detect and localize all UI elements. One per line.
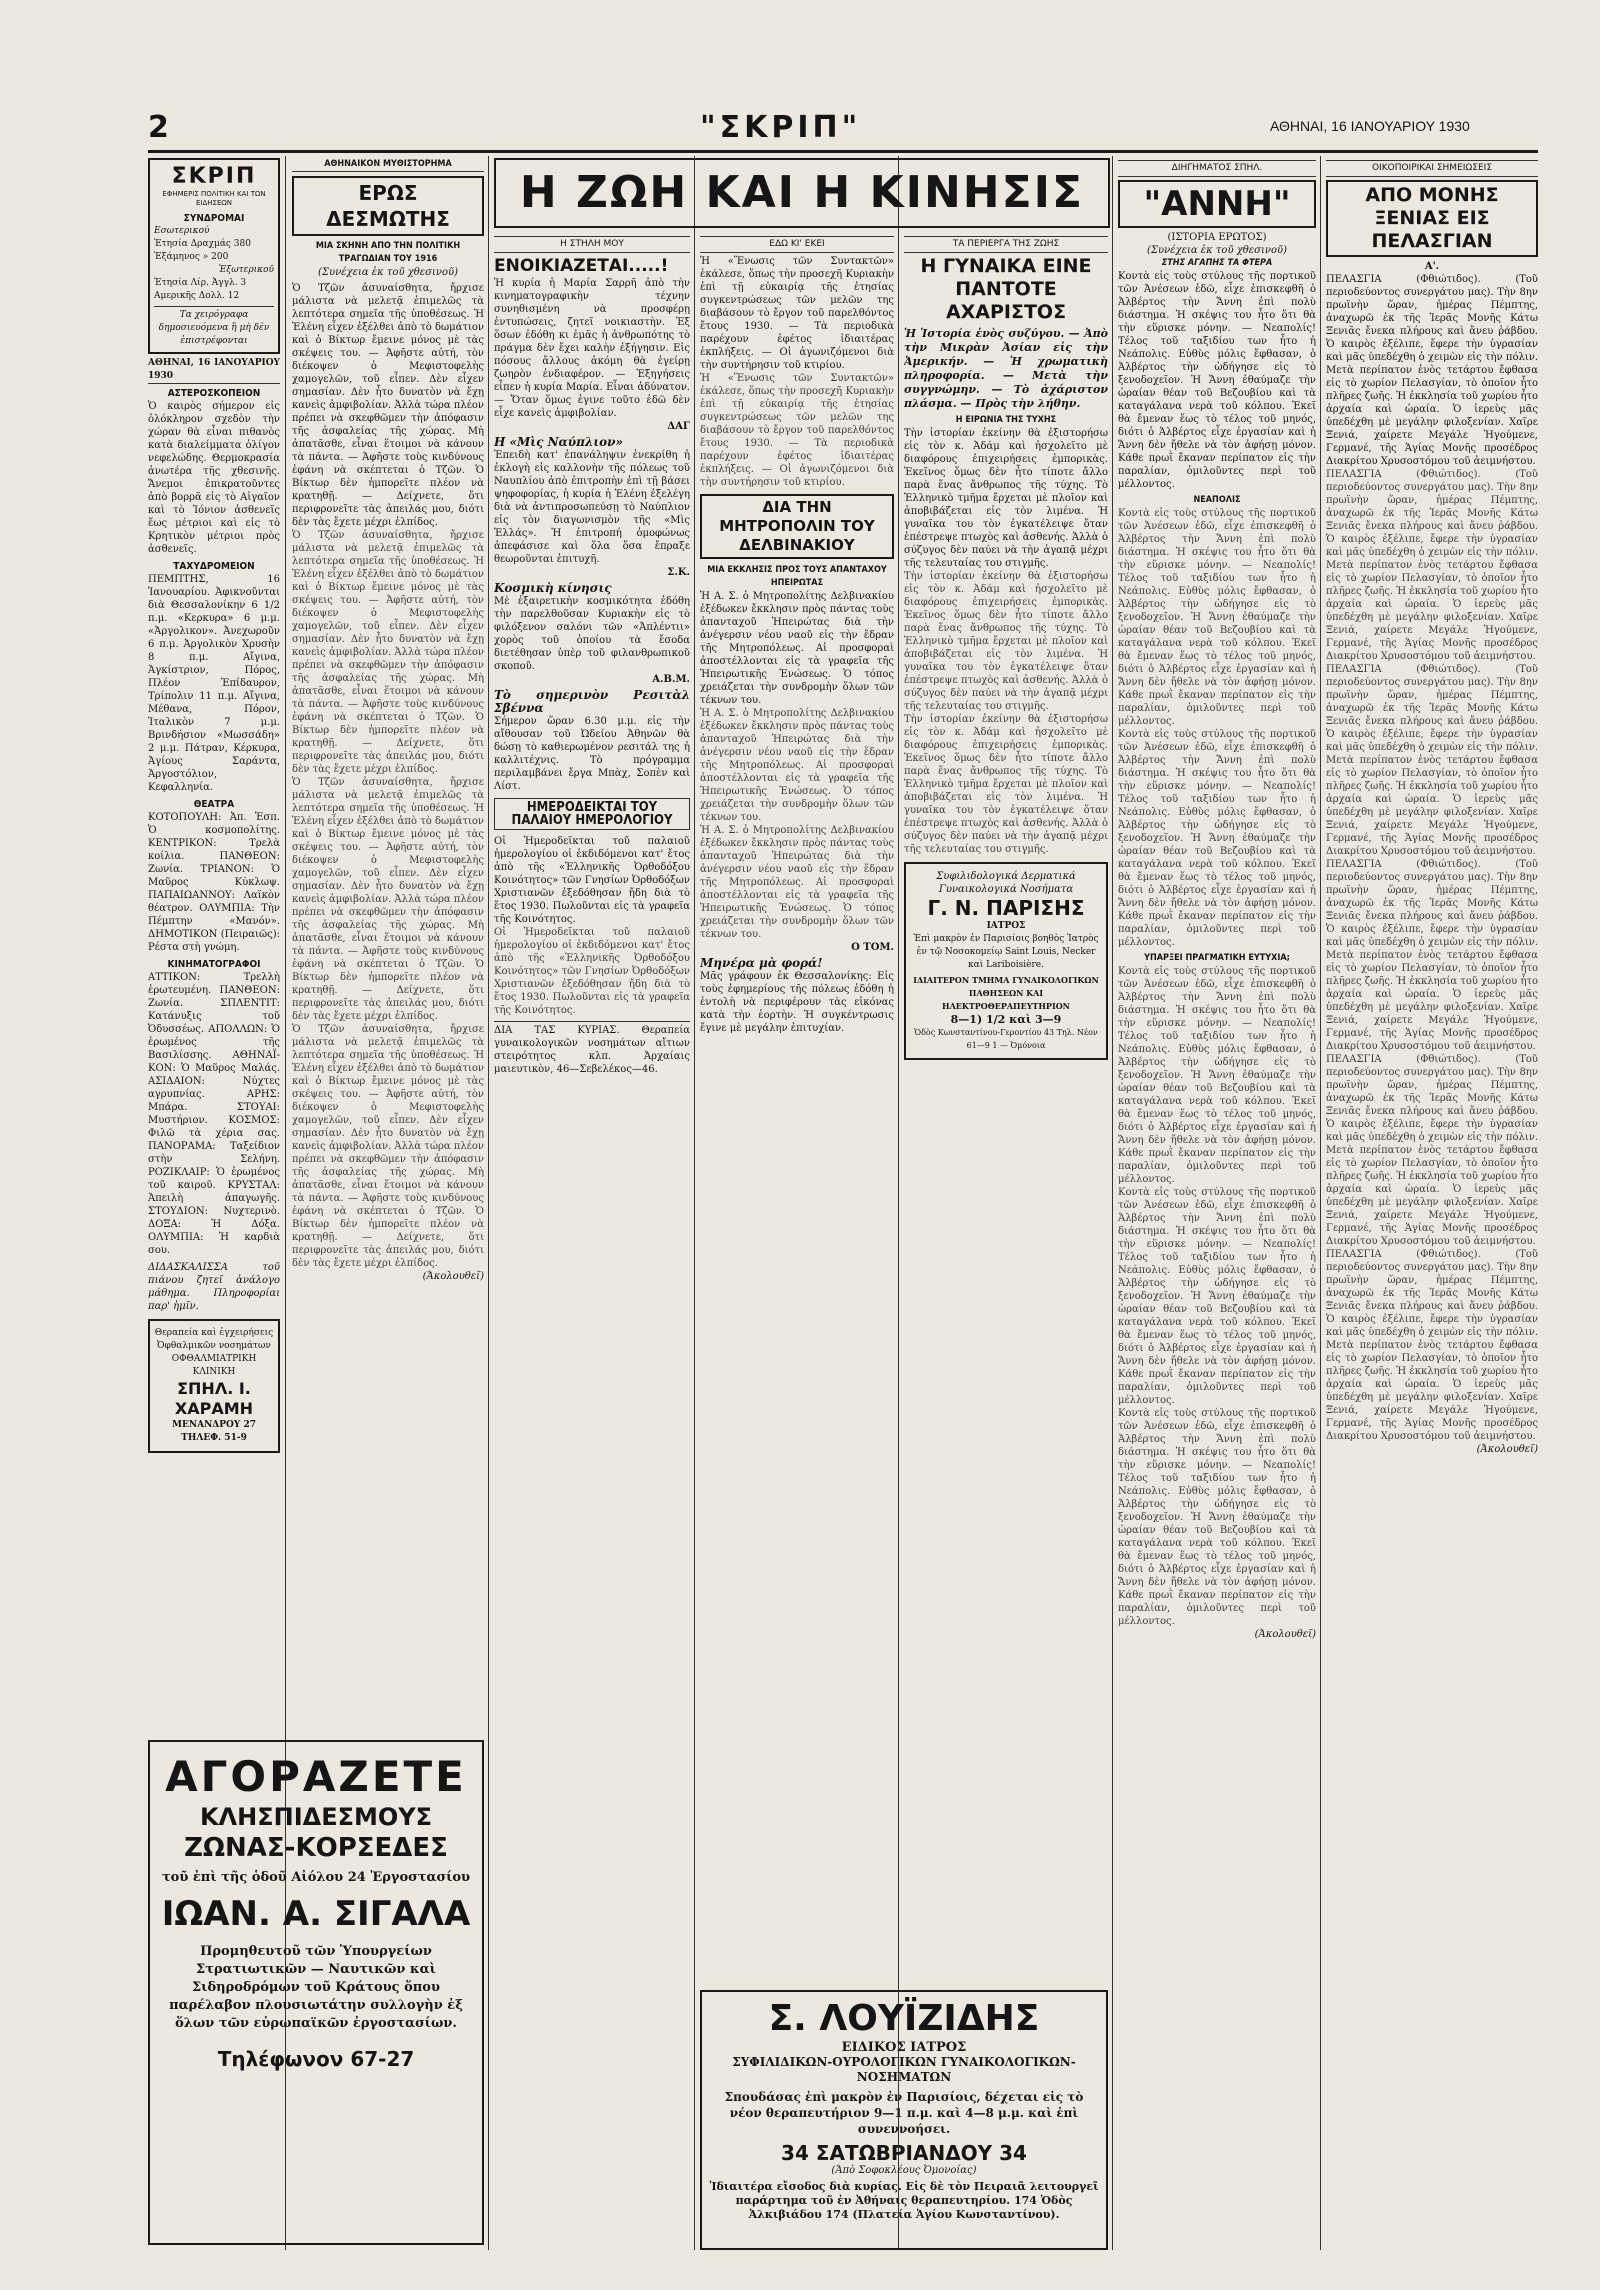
charami-ad: [148, 1319, 280, 1453]
recital-title: Τὸ σημερινὸν Ρεσιτὰλ Σβέννα: [494, 688, 690, 715]
masthead-name: ΣΚΡΙΠ: [171, 164, 257, 189]
theatre-text: ΚΟΤΟΠΟΥΛΗ: Ἀπ. Ἑσπ. Ὁ κοσμοπολίτης. ΚΕΝΤΡΙΚΟΝ: Τρελὰ κοίλια. ΠΑΝΘΕΟΝ: Ζωνία. ΤΡΙΑΝΟΝ: Ὁ Μαῦρος Κύκλωψ. ΠΑΠΑΙΩΑΝΝΟΥ: Λαϊκὸν θέατρον. ΟΛΥΜΠΙΑ: Τὴν Πέμπτην «Μανόν». ΔΗΜΟΤΙΚΟΝ (Πειραιῶς): Ρέστα στὴ γνώμη.: [148, 812, 280, 953]
anni-subhead-3: ΥΠΑΡΞΕΙ ΠΡΑΓΜΑΤΙΚΗ ΕΥΤΥΧΙΑ;: [1144, 953, 1290, 963]
metro-text-more: Ἡ Α. Σ. ὁ Μητροπολίτης Δελβινακίου ἐξέδωκεν ἔκκλησιν πρὸς πάντας τοὺς ἀπανταχοῦ Ἠπειρώτας διὰ τὴν ἀνέγερσιν νέου ναοῦ εἰς τὴν ἕδραν τῆς Μητροπόλεως. Αἱ προσφοραὶ ἀποστέλλονται εἰς τὰ γραφεῖα τῆς Ἠπειρωτικῆς Ἑνώσεως. Ὁ τόπος χρειάζεται τὴν συνδρομὴν ὅλων τῶν τέκνων του.: [700, 825, 894, 940]
sigala-ad-line3: τοῦ ἐπὶ τῆς ὁδοῦ Αἰόλου 24 Ἐργοστασίου: [161, 1870, 471, 1885]
calendar-text-more: Οἱ Ἡμεροδεῖκται τοῦ παλαιοῦ ἡμερολογίου οἱ ἐκδιδόμενοι κατ' ἔτος ἀπὸ τῆς «Ἑλληνικῆς Ὀρθοδόξου Κοινότητος» τῶν Γνησίων Ὀρθοδόξων Χριστιανῶν ἐξεδόθησαν ἤδη διὰ τὸ ἔτος 1930. Πωλοῦνται εἰς τὰ γραφεῖα τῆς Κοινότητος.: [494, 927, 690, 1016]
column-divider: [1320, 156, 1321, 2250]
louizidis-ad-extra: Ἰδιαιτέρα εἴσοδος διὰ κυρίας. Εἰς δὲ τὸν Πειραιᾶ λειτουργεῖ παράρτημα τοῦ ἐν Ἀθήναις θεραπευτηρίου. 174 Ὁδὸς Ἀλκιβιάδου 174 (Πλατεία Ἁγίου Κωνσταντίνου).: [709, 2180, 1099, 2221]
nafplio-title: Η «Μὶς Ναύπλιον»: [494, 435, 623, 449]
subs-annual: Ἐτησία Δραχμάς 380: [154, 239, 251, 249]
curious-subhead: Η ΕΙΡΩΝΙΑ ΤΗΣ ΤΥΧΗΣ: [955, 415, 1057, 425]
anni-text-more: Κοντὰ εἰς τοὺς στύλους τῆς πορτικοῦ τῶν Ἀνέσεων ἐδῶ, εἶχε ἐπισκεφθῆ ὁ Ἀλβέρτος τὴν Ἄννη ἐπὶ πολὺ διάστημα. Ἡ σκέψις του ἦτο ὅτι θὰ τὴν εὕρισκε μόνην. — Νεαπολίς! Τέλος τοῦ ταξιδίου των ἦτο ἡ Νεάπολις. Εὐθὺς μόλις ἔφθασαν, ὁ Ἀλβέρτος τὴν ὡδήγησε εἰς τὸ ξενοδοχεῖον. Ἡ Ἄννη ἐθαύμαζε τὴν ὡραίαν θέαν τοῦ Βεζουβίου καὶ τὰ καταγάλανα νερὰ τοῦ κόλπου. Ἐκεῖ θὰ ἔμεναν ἕως τὸ τέλος τοῦ μηνός, διότι ὁ Ἀλβέρτος εἶχε ἐργασίαν καὶ ἡ Ἄννη δὲν ἤθελε νὰ τὸν ἀφήσῃ μόνον. Κάθε πρωῒ ἔκαναν περίπατον εἰς τὴν παραλίαν, ὁμιλοῦντες περὶ τοῦ μέλλοντος.: [1118, 1187, 1316, 1406]
louizidis-ad-text: Σπουδάσας ἐπὶ μακρὸν ἐν Παρισίοις, δέχεται εἰς τὸ νέον θεραπευτήριον 9—1 π.μ. καὶ 4—8 μ.μ. καὶ ἐπὶ συνεννοήσει.: [724, 2090, 1084, 2136]
louizidis-ad-role: ΕΙΔΙΚΟΣ ΙΑΤΡΟΣ: [841, 2040, 967, 2055]
column-7: [1326, 158, 1538, 2250]
curious-headline: Η ΓΥΝΑΙΚΑ ΕΙΝΕ ΠΑΝΤΟΤΕ ΑΧΑΡΙΣΤΟΣ: [920, 255, 1092, 323]
masthead-note: Τα χειρόγραφα δημοσιευόμενα ἢ μὴ δὲν ἐπιστρέφονται: [154, 306, 274, 348]
anni-subtitle: (ΙΣΤΟΡΙΑ ΕΡΩΤΟΣ): [1167, 232, 1267, 243]
column-divider: [488, 156, 489, 2250]
section-banner: Η ΖΩΗ ΚΑΙ Η ΚΙΝΗΣΙΣ: [494, 158, 1110, 228]
travel-headline: ΑΠΟ ΜΟΝΗΣ ΞΕΝΙΑΣ ΕΙΣ ΠΕΛΑΣΓΙΑΝ: [1365, 184, 1499, 252]
novel-continued: (Συνέχεια ἐκ τοῦ χθεσινοῦ): [318, 267, 458, 278]
novel-text-more: Ὁ Τζῶν ἀσυναίσθητα, ἤρχισε μάλιστα νὰ μελετᾷ ἐπιμελῶς τὰ λεπτότερα σημεῖα τῆς ὑποθέσεως. Ἡ Ἑλένη εἶχεν ἐξέλθει ἀπὸ τὸ δωμάτιον καὶ ὁ Βίκτωρ ἔμεινε μόνος μὲ τὰς σκέψεις του. — Ἀφῆστε αὐτή, τὸν διέκοψεν ὁ Μεφιστοφελὴς χαμογελῶν, τοῦ εἶπεν. Δὲν εἶχεν σημασίαν. Δὲν ἦτο δυνατὸν νὰ ἔχῃ κανεὶς ἀμφιβολίαν. Ἀλλὰ τώρα πλέον πρέπει νὰ σκεφθῶμεν τὴν ἀπόφασιν τῆς ἀσφαλείας τῆς χώρας. Μὴ ἀπατᾶσθε, εἶναι ἕτοιμοι νὰ κάνουν τὰ πάντα. — Ἀφῆστε τοὺς κινδύνους ἐφάνη νὰ σκέπτεται ὁ Τζῶν. Ὁ Βίκτωρ δὲν ἠμπορεῖτε πλέον νὰ κρατηθῇ. — Δείχνετε, ὅτι περιφρονεῖτε τὰς ἀπειλάς μου, διότι δὲν τὰς ἔχετε μέχρι ἐλπίδος.: [292, 530, 484, 775]
novel-text-more: Ὁ Τζῶν ἀσυναίσθητα, ἤρχισε μάλιστα νὰ μελετᾷ ἐπιμελῶς τὰ λεπτότερα σημεῖα τῆς ὑποθέσεως. Ἡ Ἑλένη εἶχεν ἐξέλθει ἀπὸ τὸ δωμάτιον καὶ ὁ Βίκτωρ ἔμεινε μόνος μὲ τὰς σκέψεις του. — Ἀφῆστε αὐτή, τὸν διέκοψεν ὁ Μεφιστοφελὴς χαμογελῶν, τοῦ εἶπεν. Δὲν εἶχεν σημασίαν. Δὲν ἦτο δυνατὸν νὰ ἔχῃ κανεὶς ἀμφιβολίαν. Ἀλλὰ τώρα πλέον πρέπει νὰ σκεφθῶμεν τὴν ἀπόφασιν τῆς ἀσφαλείας τῆς χώρας. Μὴ ἀπατᾶσθε, εἶναι ἕτοιμοι νὰ κάνουν τὰ πάντα. — Ἀφῆστε τοὺς κινδύνους ἐφάνη νὰ σκέπτεται ὁ Τζῶν. Ὁ Βίκτωρ δὲν ἠμπορεῖτε πλέον νὰ κρατηθῇ. — Δείχνετε, ὅτι περιφρονεῖτε τὰς ἀπειλάς μου, διότι δὲν τὰς ἔχετε μέχρι ἐλπίδος.: [292, 1024, 484, 1269]
sigala-ad-title: ΑΓΟΡΑΖΕΤΕ: [165, 1752, 467, 1801]
kosmiki-sign: Α.Β.Μ.: [652, 674, 690, 685]
travel-text-more: ΠΕΛΑΣΓΙΑ (Φθιώτιδος). (Τοῦ περιοδεύοντος συνεργάτου μας). Τὴν 8ην πρωϊνὴν ὥραν, ἡμέρας Πέμπτης, ἀναχωρῶ ἐκ τῆς Ἱερᾶς Μονῆς Κάτω Ξενιᾶς ἔνεκα πλήρους καὶ ἄνευ ῥάβδου. Ὁ καιρὸς ἐξέλιπε, ἔφερε τὴν ὑγρασίαν καὶ μᾶς ὑπεδέχθη ὁ χειμὼν εἰς τὴν πόλιν. Μετὰ περίπατον ἑνὸς τετάρτου ἔφθασα εἰς τὸ χωρίον Πελασγίαν, τὸ ὁποῖον ἦτο πλῆρες ζωῆς. Ἡ ἐκκλησία τοῦ χωρίου ἦτο ἀρχαία καὶ ὡραία. Ὁ ἱερεὺς μᾶς ὑπεδέχθη μὲ μεγάλην φιλοξενίαν. Χαῖρε Ξενιά, χαίρετε Μεγάλε Ἡγούμενε, Γερμανέ, τῆς Ἁγίας Μονῆς προσέδρος Διακρίτου Χρυσοστόμου τοῦ ἀειμνήστου.: [1326, 1054, 1538, 1247]
curious-lede: Ἡ Ἱστορία ἑνὸς συζύγου. — Ἀπὸ τὴν Μικρὰν Ἀσίαν εἰς τὴν Ἀμερικήν. — Ἡ χρωματικὴ πληροφορία. — Μετὰ τὴν συγγνώμην. — Τὸ ἀχάριστον πλάσμα. — Πρὸς τὴν λήθην.: [904, 327, 1108, 410]
parisis-ad-text: Ἐπὶ μακρὸν ἐν Παρισίοις βοηθὸς Ἱατρὸς ἐν τῷ Νοσοκομείῳ Saint Louis, Necker καὶ Lariboisière.: [913, 934, 1099, 970]
anni-text-more: Κοντὰ εἰς τοὺς στύλους τῆς πορτικοῦ τῶν Ἀνέσεων ἐδῶ, εἶχε ἐπισκεφθῆ ὁ Ἀλβέρτος τὴν Ἄννη ἐπὶ πολὺ διάστημα. Ἡ σκέψις του ἦτο ὅτι θὰ τὴν εὕρισκε μόνην. — Νεαπολίς! Τέλος τοῦ ταξιδίου των ἦτο ἡ Νεάπολις. Εὐθὺς μόλις ἔφθασαν, ὁ Ἀλβέρτος τὴν ὡδήγησε εἰς τὸ ξενοδοχεῖον. Ἡ Ἄννη ἐθαύμαζε τὴν ὡραίαν θέαν τοῦ Βεζουβίου καὶ τὰ καταγάλανα νερὰ τοῦ κόλπου. Ἐκεῖ θὰ ἔμεναν ἕως τὸ τέλος τοῦ μηνός, διότι ὁ Ἀλβέρτος εἶχε ἐργασίαν καὶ ἡ Ἄννη δὲν ἤθελε νὰ τὸν ἀφήσῃ μόνον. Κάθε πρωῒ ἔκαναν περίπατον εἰς τὴν παραλίαν, ὁμιλοῦντες περὶ τοῦ μέλλοντος.: [1118, 1408, 1316, 1627]
column-1: [148, 158, 280, 1730]
charami-ad-address: ΜΕΝΑΝΔΡΟΥ 27 ΤΗΛΕΦ. 51-9: [172, 1420, 256, 1443]
parisis-ad-sub: Συφιλιδολογικά Δερματικά Γυναικολογικά Νοσήματα: [936, 871, 1076, 895]
louizidis-ad-address: 34 ΣΑΤΩΒΡΙΑΝΔΟΥ 34: [781, 2141, 1027, 2165]
nafplio-text: Ἐπειδὴ κατ' ἐπανάληψιν ἐνεκρίθη ἡ ἐκλογὴ εἰς καλλονὴν τῆς πόλεως τοῦ Ναυπλίου ἀπὸ ἐπιτροπὴν ἐπὶ τῇ βάσει ψηφοφορίας, ἡ κυρία ἡ Ἑλένη ἐξελέγη διὰ νὰ ἀντιπροσωπεύσῃ τὸ Ναύπλιον εἰς τὸν διαγωνισμὸν τῆς «Μὶς Ἑλλάς». Ἡ ἐπιτροπή ὁμοφώνως ἀπεφάσισε καὶ ὅλα ὅσα ἔπραξε θεωροῦνται ἐπιτυχῆ.: [494, 450, 690, 565]
newspaper-name: "ΣΚΡΙΠ": [700, 110, 862, 145]
calendar-text: Οἱ Ἡμεροδεῖκται τοῦ παλαιοῦ ἡμερολογίου οἱ ἐκδιδόμενοι κατ' ἔτος ἀπὸ τῆς «Ἑλληνικῆς Ὀρθοδόξου Κοινότητος» τῶν Γνησίων Ὀρθοδόξων Χριστιανῶν ἐξεδόθησαν ἤδη διὰ τὸ ἔτος 1930. Πωλοῦνται εἰς τὰ γραφεῖα τῆς Κοινότητος.: [494, 836, 690, 925]
parisis-ad: [904, 862, 1108, 1060]
column-divider: [1112, 156, 1113, 2250]
astro-title: ΑΣΤΕΡΟΣΚΟΠΕΙΟΝ: [167, 388, 261, 399]
curious-text-more: Τὴν ἱστορίαν ἐκείνην θὰ ἐξιστορήσω εἰς τὸν κ. Ἀδάμ καὶ ἠσχολεῖτο μὲ διαφόρους ἐπιχειρήσεις ἐμπορικὰς. Ἐκεῖνος ὅμως δὲν ἦτο τίποτε ἄλλο παρὰ ἕνας ἄνθρωπος τῆς τύχης. Τὸ Ἑλληνικὸ τμῆμα ἔρχεται μὲ πλοῖον καὶ ἀποβιβάζεται εἰς τὸν λιμένα. Ἡ γυναῖκα του τὸν ἐγκατέλειψε ὅταν ἐπέστρεψε πτωχὸς καὶ ἀσθενής. Ἀλλὰ ὁ σύζυγος δὲν παύει νὰ τὴν ἀγαπᾷ μέχρι τῆς τελευταίας του στιγμῆς.: [904, 571, 1108, 712]
stili-label: Η ΣΤΗΛΗ ΜΟΥ: [494, 236, 690, 253]
novel-text: Ὁ Τζῶν ἀσυναίσθητα, ἤρχισε μάλιστα νὰ μελετᾷ ἐπιμελῶς τὰ λεπτότερα σημεῖα τῆς ὑποθέσεως. Ἡ Ἑλένη εἶχεν ἐξέλθει ἀπὸ τὸ δωμάτιον καὶ ὁ Βίκτωρ ἔμεινε μόνος μὲ τὰς σκέψεις του. — Ἀφῆστε αὐτή, τὸν διέκοψεν ὁ Μεφιστοφελὴς χαμογελῶν, τοῦ εἶπεν. Δὲν εἶχεν σημασίαν. Δὲν ἦτο δυνατὸν νὰ ἔχῃ κανεὶς ἀμφιβολίαν. Ἀλλὰ τώρα πλέον πρέπει νὰ σκεφθῶμεν τὴν ἀπόφασιν τῆς ἀσφαλείας τῆς χώρας. Μὴ ἀπατᾶσθε, εἶναι ἕτοιμοι νὰ κάνουν τὰ πάντα. — Ἀφῆστε τοὺς κινδύνους ἐφάνη νὰ σκέπτεται ὁ Τζῶν. Ὁ Βίκτωρ δὲν ἠμπορεῖτε πλέον νὰ κρατηθῇ. — Δείχνετε, ὅτι περιφρονεῖτε τὰς ἀπειλάς μου, διότι δὲν τὰς ἔχετε μέχρι ἐλπίδος.: [292, 283, 484, 528]
novel-label: ΑΘΗΝΑΙΚΟΝ ΜΥΘΙΣΤΟΡΗΜΑ: [292, 158, 484, 172]
louizidis-ad-spec: ΣΥΦΙΛΙΔΙΚΩΝ-ΟΥΡΟΛΟΓΙΚΩΝ ΓΥΝΑΙΚΟΛΟΓΙΚΩΝ-ΝΟΣΗΜΑΤΩΝ: [732, 2055, 1076, 2084]
sigala-ad-line2: ΖΩΝΑΣ-ΚΟΡΣΕΔΕΣ: [184, 1833, 448, 1863]
teacher-notice: ΔΙΔΑΣΚΑΛΙΣΣΑ τοῦ πιάνου ζητεῖ ἀνάλογο μάθημα. Πληροφορίαι παρ' ἡμῖν.: [148, 1262, 280, 1312]
sigala-ad-line1: ΚΛΗΣΠΙΔΕΣΜΟΥΣ: [199, 1803, 433, 1831]
header-rule: [148, 150, 1538, 153]
curious-label: ΤΑ ΠΕΡΙΕΡΓΑ ΤΗΣ ΖΩΗΣ: [904, 236, 1108, 253]
anni-text-more: Κοντὰ εἰς τοὺς στύλους τῆς πορτικοῦ τῶν Ἀνέσεων ἐδῶ, εἶχε ἐπισκεφθῆ ὁ Ἀλβέρτος τὴν Ἄννη ἐπὶ πολὺ διάστημα. Ἡ σκέψις του ἦτο ὅτι θὰ τὴν εὕρισκε μόνην. — Νεαπολίς! Τέλος τοῦ ταξιδίου των ἦτο ἡ Νεάπολις. Εὐθὺς μόλις ἔφθασαν, ὁ Ἀλβέρτος τὴν ὡδήγησε εἰς τὸ ξενοδοχεῖον. Ἡ Ἄννη ἐθαύμαζε τὴν ὡραίαν θέαν τοῦ Βεζουβίου καὶ τὰ καταγάλανα νερὰ τοῦ κόλπου. Ἐκεῖ θὰ ἔμεναν ἕως τὸ τέλος τοῦ μηνός, διότι ὁ Ἀλβέρτος εἶχε ἐργασίαν καὶ ἡ Ἄννη δὲν ἤθελε νὰ τὸν ἀφήσῃ μόνον. Κάθε πρωῒ ἔκαναν περίπατον εἰς τὴν παραλίαν, ὁμιλοῦντες περὶ τοῦ μέλλοντος.: [1118, 729, 1316, 948]
travel-text: ΠΕΛΑΣΓΙΑ (Φθιώτιδος). (Τοῦ περιοδεύοντος συνεργάτου μας). Τὴν 8ην πρωϊνὴν ὥραν, ἡμέρας Πέμπτης, ἀναχωρῶ ἐκ τῆς Ἱερᾶς Μονῆς Κάτω Ξενιᾶς ἔνεκα πλήρους καὶ ἄνευ ῥάβδου. Ὁ καιρὸς ἐξέλιπε, ἔφερε τὴν ὑγρασίαν καὶ μᾶς ὑπεδέχθη ὁ χειμὼν εἰς τὴν πόλιν. Μετὰ περίπατον ἑνὸς τετάρτου ἔφθασα εἰς τὸ χωρίον Πελασγίαν, τὸ ὁποῖον ἦτο πλῆρες ζωῆς. Ἡ ἐκκλησία τοῦ χωρίου ἦτο ἀρχαία καὶ ὡραία. Ὁ ἱερεὺς μᾶς ὑπεδέχθη μὲ μεγάλην φιλοξενίαν. Χαῖρε Ξενιά, χαίρετε Μεγάλε Ἡγούμενε, Γερμανέ, τῆς Ἁγίας Μονῆς προσέδρος Διακρίτου Χρυσοστόμου τοῦ ἀειμνήστου.: [1326, 274, 1538, 467]
anni-text-more: Κοντὰ εἰς τοὺς στύλους τῆς πορτικοῦ τῶν Ἀνέσεων ἐδῶ, εἶχε ἐπισκεφθῆ ὁ Ἀλβέρτος τὴν Ἄννη ἐπὶ πολὺ διάστημα. Ἡ σκέψις του ἦτο ὅτι θὰ τὴν εὕρισκε μόνην. — Νεαπολίς! Τέλος τοῦ ταξιδίου των ἦτο ἡ Νεάπολις. Εὐθὺς μόλις ἔφθασαν, ὁ Ἀλβέρτος τὴν ὡδήγησε εἰς τὸ ξενοδοχεῖον. Ἡ Ἄννη ἐθαύμαζε τὴν ὡραίαν θέαν τοῦ Βεζουβίου καὶ τὰ καταγάλανα νερὰ τοῦ κόλπου. Ἐκεῖ θὰ ἔμεναν ἕως τὸ τέλος τοῦ μηνός, διότι ὁ Ἀλβέρτος εἶχε ἐργασίαν καὶ ἡ Ἄννη δὲν ἤθελε νὰ τὸν ἀφήσῃ μόνον. Κάθε πρωῒ ἔκαναν περίπατον εἰς τὴν παραλίαν, ὁμιλοῦντες περὶ τοῦ μέλλοντος.: [1118, 966, 1316, 1185]
stili-text: Ἡ κυρία ἡ Μαρία Σαρρῆ ἀπὸ τὴν κινηματογραφικὴν τέχνην συνηθισμένη νὰ προσφέρῃ ἐντυπώσεις, ζητεῖ νοικιαστὴν. Ἐξ ὅσων ἐδόθη κι ἐμᾶς ἡ ἀνθρωπότης τὸ πράγμα δὲν ἔχει καλὴν ἐξήγησιν. Εἰς πόσους ἄλλους ἀκόμη θὰ ἐγείρῃ ζωηρὸν ἐνδιαφέρον. — Ἐξηγήσεις εἶπεν ἡ κυρία Μαρία. Εἶναι ἀδύνατον. — Ὅταν ὅμως ἐγινε τοῦτο ἐδῶ δὲν εἶχε κανεὶς ἀμφιβολίαν.: [494, 278, 690, 419]
travel-text-more: ΠΕΛΑΣΓΙΑ (Φθιώτιδος). (Τοῦ περιοδεύοντος συνεργάτου μας). Τὴν 8ην πρωϊνὴν ὥραν, ἡμέρας Πέμπτης, ἀναχωρῶ ἐκ τῆς Ἱερᾶς Μονῆς Κάτω Ξενιᾶς ἔνεκα πλήρους καὶ ἄνευ ῥάβδου. Ὁ καιρὸς ἐξέλιπε, ἔφερε τὴν ὑγρασίαν καὶ μᾶς ὑπεδέχθη ὁ χειμὼν εἰς τὴν πόλιν. Μετὰ περίπατον ἑνὸς τετάρτου ἔφθασα εἰς τὸ χωρίον Πελασγίαν, τὸ ὁποῖον ἦτο πλῆρες ζωῆς. Ἡ ἐκκλησία τοῦ χωρίου ἦτο ἀρχαία καὶ ὡραία. Ὁ ἱερεὺς μᾶς ὑπεδέχθη μὲ μεγάλην φιλοξενίαν. Χαῖρε Ξενιά, χαίρετε Μεγάλε Ἡγούμενε, Γερμανέ, τῆς Ἁγίας Μονῆς προσέδρος Διακρίτου Χρυσοστόμου τοῦ ἀειμνήστου.: [1326, 859, 1538, 1052]
anni-text: Κοντὰ εἰς τοὺς στύλους τῆς πορτικοῦ τῶν Ἀνέσεων ἐδῶ, εἶχε ἐπισκεφθῆ ὁ Ἀλβέρτος τὴν Ἄννη ἐπὶ πολὺ διάστημα. Ἡ σκέψις του ἦτο ὅτι θὰ τὴν εὕρισκε μόνην. — Νεαπολίς! Τέλος τοῦ ταξιδίου των ἦτο ἡ Νεάπολις. Εὐθὺς μόλις ἔφθασαν, ὁ Ἀλβέρτος τὴν ὡδήγησε εἰς τὸ ξενοδοχεῖον. Ἡ Ἄννη ἐθαύμαζε τὴν ὡραίαν θέαν τοῦ Βεζουβίου καὶ τὰ καταγάλανα νερὰ τοῦ κόλπου. Ἐκεῖ θὰ ἔμεναν ἕως τὸ τέλος τοῦ μηνός, διότι ὁ Ἀλβέρτος εἶχε ἐργασίαν καὶ ἡ Ἄννη δὲν ἤθελε νὰ τὸν ἀφήσῃ μόνον. Κάθε πρωῒ ἔκαναν περίπατον εἰς τὴν παραλίαν, ὁμιλοῦντες περὶ τοῦ μέλλοντος.: [1118, 271, 1316, 490]
curious-text-more: Τὴν ἱστορίαν ἐκείνην θὰ ἐξιστορήσω εἰς τὸν κ. Ἀδάμ καὶ ἠσχολεῖτο μὲ διαφόρους ἐπιχειρήσεις ἐμπορικὰς. Ἐκεῖνος ὅμως δὲν ἦτο τίποτε ἄλλο παρὰ ἕνας ἄνθρωπος τῆς τύχης. Τὸ Ἑλληνικὸ τμῆμα ἔρχεται μὲ πλοῖον καὶ ἀποβιβάζεται εἰς τὸν λιμένα. Ἡ γυναῖκα του τὸν ἐγκατέλειψε ὅταν ἐπέστρεψε πτωχὸς καὶ ἀσθενής. Ἀλλὰ ὁ σύζυγος δὲν παύει νὰ τὴν ἀγαπᾷ μέχρι τῆς τελευταίας του στιγμῆς.: [904, 714, 1108, 855]
stili-title: ΕΝΟΙΚΙΑΖΕΤΑΙ.....!: [494, 256, 669, 276]
travel-text-more: ΠΕΛΑΣΓΙΑ (Φθιώτιδος). (Τοῦ περιοδεύοντος συνεργάτου μας). Τὴν 8ην πρωϊνὴν ὥραν, ἡμέρας Πέμπτης, ἀναχωρῶ ἐκ τῆς Ἱερᾶς Μονῆς Κάτω Ξενιᾶς ἔνεκα πλήρους καὶ ἄνευ ῥάβδου. Ὁ καιρὸς ἐξέλιπε, ἔφερε τὴν ὑγρασίαν καὶ μᾶς ὑπεδέχθη ὁ χειμὼν εἰς τὴν πόλιν. Μετὰ περίπατον ἑνὸς τετάρτου ἔφθασα εἰς τὸ χωρίον Πελασγίαν, τὸ ὁποῖον ἦτο πλῆρες ζωῆς. Ἡ ἐκκλησία τοῦ χωρίου ἦτο ἀρχαία καὶ ὡραία. Ὁ ἱερεὺς μᾶς ὑπεδέχθη μὲ μεγάλην φιλοξενίαν. Χαῖρε Ξενιά, χαίρετε Μεγάλε Ἡγούμενε, Γερμανέ, τῆς Ἁγίας Μονῆς προσέδρος Διακρίτου Χρυσοστόμου τοῦ ἀειμνήστου.: [1326, 664, 1538, 857]
masthead-box: [148, 158, 280, 354]
masthead-dateline: ΑΘΗΝΑΙ, 16 ΙΑΝΟΥΑΡΙΟΥ 1930: [148, 357, 280, 384]
kosmiki-text: Μὲ ἐξαιρετικὴν κοσμικότητα ἐδόθη τὴν παρελθοῦσαν Κυριακὴν εἰς τὸ φιλόξενον σαλόνι τῶν «Ἀπλέντιι» χορὸς τοῦ ὁποίου τὰ ἔσοδα διετέθησαν ὑπὲρ τοῦ φιλανθρωπικοῦ σκοποῦ.: [494, 596, 690, 672]
column-5: [904, 234, 1108, 1730]
subs-domestic: Εσωτερικού: [154, 226, 210, 236]
travel-text-more: ΠΕΛΑΣΓΙΑ (Φθιώτιδος). (Τοῦ περιοδεύοντος συνεργάτου μας). Τὴν 8ην πρωϊνὴν ὥραν, ἡμέρας Πέμπτης, ἀναχωρῶ ἐκ τῆς Ἱερᾶς Μονῆς Κάτω Ξενιᾶς ἔνεκα πλήρους καὶ ἄνευ ῥάβδου. Ὁ καιρὸς ἐξέλιπε, ἔφερε τὴν ὑγρασίαν καὶ μᾶς ὑπεδέχθη ὁ χειμὼν εἰς τὴν πόλιν. Μετὰ περίπατον ἑνὸς τετάρτου ἔφθασα εἰς τὸ χωρίον Πελασγίαν, τὸ ὁποῖον ἦτο πλῆρες ζωῆς. Ἡ ἐκκλησία τοῦ χωρίου ἦτο ἀρχαία καὶ ὡραία. Ὁ ἱερεὺς μᾶς ὑπεδέχθη μὲ μεγάλην φιλοξενίαν. Χαῖρε Ξενιά, χαίρετε Μεγάλε Ἡγούμενε, Γερμανέ, τῆς Ἁγίας Μονῆς προσέδρος Διακρίτου Χρυσοστόμου τοῦ ἀειμνήστου.: [1326, 469, 1538, 662]
subs-semiannual: Ἐξάμηνος » 200: [154, 252, 229, 262]
charami-ad-lines: Θεραπεία καὶ ἐγχειρήσεις Ὀφθαλμικῶν νοσημάτων ΟΦΘΑΛΜΙΑΤΡΙΚΗ ΚΛΙΝΙΚΗ: [154, 1328, 274, 1377]
page-number: 2: [148, 110, 169, 145]
post-text: ΠΕΜΠΤΗΣ, 16 Ἰανουαρίου. Ἀφικνοῦνται διὰ Θεσσαλονίκην 6 1/2 π.μ. «Κερκυρα» 6 μ.μ. «Ἀργολικον». Ἀνεχωροῦν 6 π.μ. Ἀργολικὸν Χρυσὴν 8 π.μ. Αἴγινα, Ἀγκίστριον, Πόρος, Πλέον Ἐπίδαυρον, Τρίπολιν 11 π.μ. Αἴγινα, Μέθανα, Πόρον, Ἰταλικὸν 7 μ.μ. Βρινδήσιον «Μωσσάδη» 2 μ.μ. Πάτραν, Κέρκυρα, Ἀγίους Σαράντα, Ἀργοστόλιον, Κεφαλληνία.: [148, 574, 280, 793]
novel-footer: (Ἀκολουθεῖ): [422, 1271, 484, 1282]
louizidis-ad: [700, 1990, 1108, 2250]
charami-ad-title: ΣΠΗΛ. Ι. ΧΑΡΑΜΗ: [174, 1379, 254, 1418]
parisis-ad-address: Ὁδὸς Κωνσταντίνου-Γεροντίου 43 Τηλ. Νέον 61—9 1 — Ὀμόνοια: [914, 1028, 1098, 1050]
louizidis-ad-near: (Ἀπὸ Σοφοκλέους Ὀμονοίας): [831, 2165, 977, 2176]
metro-subtitle: ΜΙΑ ΕΚΚΛΗΣΙΣ ΠΡΟΣ ΤΟΥΣ ΑΠΑΝΤΑΧΟΥ ΗΠΕΙΡΩΤΑΣ: [707, 565, 887, 588]
travel-headline-box: [1326, 180, 1538, 257]
cinema-title: ΚΙΝΗΜΑΤΟΓΡΑΦΟΙ: [167, 959, 261, 970]
rec-text: Μᾶς γράφουν ἐκ Θεσσαλονίκης: Εἰς τοὺς ἐφημερίους τῆς πόλεως ἐδόθη ἡ ἐντολὴ νὰ περιφέρουν τὰς εἰκόνας κατὰ τὴν ἑορτὴν. Ἡ συγκέντρωσις ἔγινε μὲ μεγάλην ἐπιτυχίαν.: [700, 971, 894, 1034]
column-3: [494, 234, 690, 1730]
sigala-ad-name: ΙΩΑΝ. Α. ΣΙΓΑΛΑ: [161, 1894, 471, 1934]
column-2: [292, 158, 484, 1730]
travel-part: Α'.: [1424, 261, 1440, 272]
anni-headline: "ΑΝΝΗ": [1143, 184, 1291, 224]
stili-sign: ΔΑΓ: [667, 421, 690, 432]
anni-headline-box: [1118, 180, 1316, 228]
recital-text: Σήμερον ὥραν 6.30 μ.μ. εἰς τὴν αἴθουσαν τοῦ Ὠδείου Ἀθηνῶν θὰ δώσῃ τὸ καθιερωμένον ρεσιτάλ της ἡ καλλιτέχνις. Τὸ πρόγραμμα περιλαμβάνει ἔργα Μπὰχ, Σοπὲν καὶ Λίστ.: [494, 716, 690, 792]
parisis-ad-extra: ΙΔΙΑΙΤΕΡΟΝ ΤΜΗΜΑ ΓΥΝΑΙΚΟΛΟΓΙΚΩΝ ΠΑΘΗΣΕΩΝ ΚΑΙ ΗΛΕΚΤΡΟΘΕΡΑΠΕΥΤΗΡΙΟΝ: [913, 975, 1099, 1011]
kosmiki-title: Κοσμικὴ κίνησις: [494, 581, 612, 595]
masthead-tagline: ΕΦΗΜΕΡΙΣ ΠΟΛΙΤΙΚΗ ΚΑΙ ΤΩΝ ΕΙΔΗΣΕΩΝ: [162, 190, 266, 207]
anni-section: ΣΤΗΣ ΑΓΑΠΗΣ ΤΑ ΦΤΕΡΑ: [1161, 258, 1273, 268]
novel-headline: ΕΡΩΣ ΔΕΣΜΩΤΗΣ: [326, 181, 450, 231]
louizidis-ad-title: Σ. ΛΟΥΪΖΙΔΗΣ: [768, 1998, 1040, 2039]
sigala-ad: [148, 1740, 484, 2245]
metro-headline-box: [700, 494, 894, 559]
edo-label: ΕΔΩ ΚΙ' ΕΚΕΙ: [700, 236, 894, 253]
subs-foreign-annual: Ἐτησία Λίρ. Ἀγγλ. 3: [154, 278, 247, 288]
column-4: [700, 234, 894, 1730]
travel-label: ΟΙΚΟΠΟΙΡΙΚΑΙ ΣΗΜΕΙΩΣΕΙΣ: [1326, 160, 1538, 177]
curious-text: Τὴν ἱστορίαν ἐκείνην θὰ ἐξιστορήσω εἰς τὸν κ. Ἀδάμ καὶ ἠσχολεῖτο μὲ διαφόρους ἐπιχειρήσεις ἐμπορικὰς. Ἐκεῖνος ὅμως δὲν ἦτο τίποτε ἄλλο παρὰ ἕνας ἄνθρωπος τῆς τύχης. Τὸ Ἑλληνικὸ τμῆμα ἔρχεται μὲ πλοῖον καὶ ἀποβιβάζεται εἰς τὸν λιμένα. Ἡ γυναῖκα του τὸν ἐγκατέλειψε ὅταν ἐπέστρεψε πτωχὸς καὶ ἀσθενής. Ἀλλὰ ὁ σύζυγος δὲν παύει νὰ τὴν ἀγαπᾷ μέχρι τῆς τελευταίας του στιγμῆς.: [904, 428, 1108, 569]
parisis-ad-role: ΙΑΤΡΟΣ: [986, 921, 1026, 931]
theatre-title: ΘΕΑΤΡΑ: [193, 799, 235, 810]
novel-subhead: ΜΙΑ ΣΚΗΝΗ ΑΠΟ ΤΗΝ ΠΟΛΙΤΙΚΗ ΤΡΑΓΩΔΙΑΝ ΤΟΥ 1916: [315, 241, 461, 264]
travel-text-more: ΠΕΛΑΣΓΙΑ (Φθιώτιδος). (Τοῦ περιοδεύοντος συνεργάτου μας). Τὴν 8ην πρωϊνὴν ὥραν, ἡμέρας Πέμπτης, ἀναχωρῶ ἐκ τῆς Ἱερᾶς Μονῆς Κάτω Ξενιᾶς ἔνεκα πλήρους καὶ ἄνευ ῥάβδου. Ὁ καιρὸς ἐξέλιπε, ἔφερε τὴν ὑγρασίαν καὶ μᾶς ὑπεδέχθη ὁ χειμὼν εἰς τὴν πόλιν. Μετὰ περίπατον ἑνὸς τετάρτου ἔφθασα εἰς τὸ χωρίον Πελασγίαν, τὸ ὁποῖον ἦτο πλῆρες ζωῆς. Ἡ ἐκκλησία τοῦ χωρίου ἦτο ἀρχαία καὶ ὡραία. Ὁ ἱερεὺς μᾶς ὑπεδέχθη μὲ μεγάλην φιλοξενίαν. Χαῖρε Ξενιά, χαίρετε Μεγάλε Ἡγούμενε, Γερμανέ, τῆς Ἁγίας Μονῆς προσέδρος Διακρίτου Χρυσοστόμου τοῦ ἀειμνήστου.: [1326, 1249, 1538, 1442]
post-title: ΤΑΧΥΔΡΟΜΕΙΟΝ: [173, 561, 255, 572]
sigala-ad-phone: Τηλέφωνον 67-27: [217, 2047, 415, 2071]
calendar-title: ΗΜΕΡΟΔΕΙΚΤΑΙ ΤΟΥ ΠΑΛΑΙΟΥ ΗΜΕΡΟΛΟΓΙΟΥ: [494, 798, 690, 830]
rec-title: Μηνέρα μὰ φορά!: [700, 956, 823, 970]
astro-text: Ὁ καιρὸς σήμερον εἰς ὁλόκληρον σχεδὸν τὴν χώραν θὰ εἶναι πιθανὸς κατὰ διαλείμματα ὀλίγον νεφελώδης. Θερμοκρασία ἀνωτέρα τῆς χθεσινῆς. Ἄνεμοι ἐπικρατοῦντες ἀπὸ βορρᾶ εἰς τὸ Αἰγαῖον καὶ τὸ Ἰόνιον ἀσθενεῖς ἕως μέτριοι καὶ εἰς τὸ Κρητικὸν μέτριοι πρὸς ἀσθενεῖς.: [148, 401, 280, 555]
metro-sign: Ο ΤΟΜ.: [851, 942, 894, 953]
cinema-text: ΑΤΤΙΚΟΝ: Τρελλὴ ἐρωτευμένη. ΠΑΝΘΕΟΝ: Ζωνία. ΣΠΛΕΝΤΙΤ: Κατάνυξις τοῦ Ὀδυσσέως. ΑΠΟΛΛΩΝ: Ὁ ἐρωμένος τῆς Βασιλίσσης. ΑΘΗΝΑΪ-ΚΟΝ: Ὁ Μαῦρος Μαλάς. ΑΣΙΔΑΙΟΝ: Νύχτες αγρυπνίας. ΑΡΗΣ: Μπάρα. ΣΤΟΥΑΙ: Μυστήριον. ΚΟΣΜΟΣ: Φιλῶ τὰ χέρια σας. ΠΑΝΟΡΑΜΑ: Ταξείδιον στὴν Σελήνη. ΡΟΖΙΚΛΑΙΡ: Ὁ ἐρωμένος τοῦ καιροῦ. ΚΡΥΣΤΑΛ: Ἀπειλὴ ἀπαγωγῆς. ΣΤΟΥΔΙΟΝ: Νυχτερινὸ. ΔΟΞΑ: Ἡ Δόξα. ΟΛΥΜΠΙΑ: Ἡ καρδιὰ σου.: [148, 972, 280, 1256]
subs-foreign: Ἐξωτερικοῦ: [218, 265, 274, 275]
travel-footer: (Ἀκολουθεῖ): [1476, 1444, 1538, 1455]
edo-text: Ἡ «Ἕνωσις τῶν Συντακτῶν» ἐκάλεσε, ὅπως τὴν προσεχῆ Κυριακὴν ἐπὶ τῇ εὐκαιρίᾳ τῆς ἐτησίας συγκεντρώσεως τῶν μελῶν της διαβάσουν τὸ ἔργον τοῦ παρελθόντος ἔτους 1930. — Τὰ περιοδικὰ παρέχουν ἐφέτος ἰδιαιτέρας ἐκπλήξεις. — Οἱ ἀγωνιζόμενοι διὰ τὴν συντήρησιν τοῦ κτιρίου.: [700, 256, 894, 371]
metro-text: Ἡ Α. Σ. ὁ Μητροπολίτης Δελβινακίου ἐξέδωκεν ἔκκλησιν πρὸς πάντας τοὺς ἀπανταχοῦ Ἠπειρώτας διὰ τὴν ἀνέγερσιν νέου ναοῦ εἰς τὴν ἕδραν τῆς Μητροπόλεως. Αἱ προσφοραὶ ἀποστέλλονται εἰς τὰ γραφεῖα τῆς Ἠπειρωτικῆς Ἑνώσεως. Ὁ τόπος χρειάζεται τὴν συνδρομὴν ὅλων τῶν τέκνων του.: [700, 591, 894, 706]
metro-title: ΔΙΑ ΤΗΝ ΜΗΤΡΟΠΟΛΙΝ ΤΟΥ ΔΕΛΒΙΝΑΚΙΟΥ: [719, 498, 875, 554]
subscriptions-title: ΣΥΝΔΡΟΜΑΙ: [183, 213, 245, 224]
anni-continued: (Συνέχεια ἐκ τοῦ χθεσινοῦ): [1147, 245, 1287, 256]
sigala-ad-text: Προμηθευτοῦ τῶν Ὑπουργείων Στρατιωτικῶν — Ναυτικῶν καὶ Σιδηροδρόμων τοῦ Κράτους ὅπου παρέλαβον πλουσιωτάτην συλλογὴν ἐξ ὅλων τῶν εὐρωπαϊκῶν ἐργοστασίων.: [169, 1944, 463, 2031]
novel-text-more: Ὁ Τζῶν ἀσυναίσθητα, ἤρχισε μάλιστα νὰ μελετᾷ ἐπιμελῶς τὰ λεπτότερα σημεῖα τῆς ὑποθέσεως. Ἡ Ἑλένη εἶχεν ἐξέλθει ἀπὸ τὸ δωμάτιον καὶ ὁ Βίκτωρ ἔμεινε μόνος μὲ τὰς σκέψεις του. — Ἀφῆστε αὐτή, τὸν διέκοψεν ὁ Μεφιστοφελὴς χαμογελῶν, τοῦ εἶπεν. Δὲν εἶχεν σημασίαν. Δὲν ἦτο δυνατὸν νὰ ἔχῃ κανεὶς ἀμφιβολίαν. Ἀλλὰ τώρα πλέον πρέπει νὰ σκεφθῶμεν τὴν ἀπόφασιν τῆς ἀσφαλείας τῆς χώρας. Μὴ ἀπατᾶσθε, εἶναι ἕτοιμοι νὰ κάνουν τὰ πάντα. — Ἀφῆστε τοὺς κινδύνους ἐφάνη νὰ σκέπτεται ὁ Τζῶν. Ὁ Βίκτωρ δὲν ἠμπορεῖτε πλέον νὰ κρατηθῇ. — Δείχνετε, ὅτι περιφρονεῖτε τὰς ἀπειλάς μου, διότι δὲν τὰς ἔχετε μέχρι ἐλπίδος.: [292, 777, 484, 1022]
anni-label: ΔΙΗΓΗΜΑΤΟΣ ΣΠΗΛ.: [1118, 160, 1316, 177]
parisis-ad-title: Γ. Ν. ΠΑΡΙΣΗΣ: [927, 896, 1085, 920]
anni-subhead-2: ΝΕΑΠΟΛΙΣ: [1193, 495, 1241, 505]
metro-text-more: Ἡ Α. Σ. ὁ Μητροπολίτης Δελβινακίου ἐξέδωκεν ἔκκλησιν πρὸς πάντας τοὺς ἀπανταχοῦ Ἠπειρώτας διὰ τὴν ἀνέγερσιν νέου ναοῦ εἰς τὴν ἕδραν τῆς Μητροπόλεως. Αἱ προσφοραὶ ἀποστέλλονται εἰς τὰ γραφεῖα τῆς Ἠπειρωτικῆς Ἑνώσεως. Ὁ τόπος χρειάζεται τὴν συνδρομὴν ὅλων τῶν τέκνων του.: [700, 708, 894, 823]
page-date: ΑΘΗΝΑΙ, 16 ΙΑΝΟΥΑΡΙΟΥ 1930: [1270, 118, 1470, 134]
edo-text-more: Ἡ «Ἕνωσις τῶν Συντακτῶν» ἐκάλεσε, ὅπως τὴν προσεχῆ Κυριακὴν ἐπὶ τῇ εὐκαιρίᾳ τῆς ἐτησίας συγκεντρώσεως τῶν μελῶν της διαβάσουν τὸ ἔργον τοῦ παρελθόντος ἔτους 1930. — Τὰ περιοδικὰ παρέχουν ἐφέτος ἰδιαιτέρας ἐκπλήξεις. — Οἱ ἀγωνιζόμενοι διὰ τὴν συντήρησιν τοῦ κτιρίου.: [700, 373, 894, 488]
ladies-notice: ΔΙΑ ΤΑΣ ΚΥΡΙΑΣ. Θεραπεία γυναικολογικῶν νοσημάτων αἴτιων στειρότητος κλπ. Ἀρχαίαις μαιευτικὸν, 46—Σεβελέκος—46.: [494, 1021, 690, 1076]
novel-headline-box: [292, 176, 484, 236]
parisis-ad-hours: 8—1) 1/2 καὶ 3—9: [950, 1013, 1062, 1026]
column-divider: [694, 156, 695, 2250]
subs-foreign-us: Αμερικῆς Δολλ. 12: [154, 291, 240, 301]
column-divider: [898, 156, 899, 2250]
anni-text-more: Κοντὰ εἰς τοὺς στύλους τῆς πορτικοῦ τῶν Ἀνέσεων ἐδῶ, εἶχε ἐπισκεφθῆ ὁ Ἀλβέρτος τὴν Ἄννη ἐπὶ πολὺ διάστημα. Ἡ σκέψις του ἦτο ὅτι θὰ τὴν εὕρισκε μόνην. — Νεαπολίς! Τέλος τοῦ ταξιδίου των ἦτο ἡ Νεάπολις. Εὐθὺς μόλις ἔφθασαν, ὁ Ἀλβέρτος τὴν ὡδήγησε εἰς τὸ ξενοδοχεῖον. Ἡ Ἄννη ἐθαύμαζε τὴν ὡραίαν θέαν τοῦ Βεζουβίου καὶ τὰ καταγάλανα νερὰ τοῦ κόλπου. Ἐκεῖ θὰ ἔμεναν ἕως τὸ τέλος τοῦ μηνός, διότι ὁ Ἀλβέρτος εἶχε ἐργασίαν καὶ ἡ Ἄννη δὲν ἤθελε νὰ τὸν ἀφήσῃ μόνον. Κάθε πρωῒ ἔκαναν περίπατον εἰς τὴν παραλίαν, ὁμιλοῦντες περὶ τοῦ μέλλοντος.: [1118, 508, 1316, 727]
nafplio-sign: Σ.Κ.: [667, 567, 690, 578]
anni-footer: (Ἀκολουθεῖ): [1254, 1629, 1316, 1640]
column-6: [1118, 158, 1316, 2250]
